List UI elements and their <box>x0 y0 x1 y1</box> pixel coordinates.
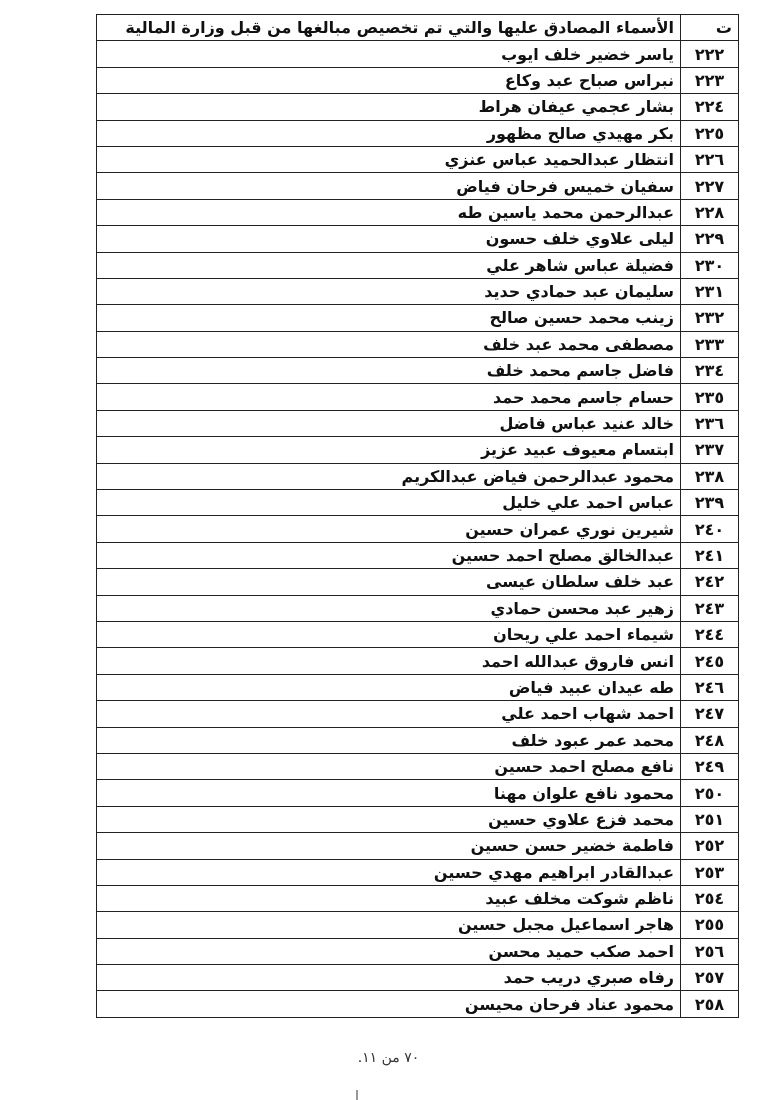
row-name: هاجر اسماعيل مجبل حسين <box>97 912 681 938</box>
row-name: سفيان خميس فرحان فياض <box>97 173 681 199</box>
row-name: نبراس صباح عبد وكاع <box>97 67 681 93</box>
table-row <box>97 621 739 647</box>
table-row <box>97 938 739 964</box>
row-name: محمود عبدالرحمن فياض عبدالكريم <box>97 463 681 489</box>
table-row <box>97 305 739 331</box>
row-number: ٢٢٦ <box>681 146 739 172</box>
table-row <box>97 358 739 384</box>
row-number: ٢٤٨ <box>681 727 739 753</box>
row-number: ٢٤٠ <box>681 516 739 542</box>
row-number: ٢٤٢ <box>681 569 739 595</box>
row-name: ابتسام معيوف عبيد عزيز <box>97 437 681 463</box>
row-name: عبد خلف سلطان عيسى <box>97 569 681 595</box>
table-row <box>97 463 739 489</box>
row-name: فاطمة خضير حسن حسين <box>97 833 681 859</box>
table-row <box>97 542 739 568</box>
row-number: ٢٥٥ <box>681 912 739 938</box>
row-name: عبدالقادر ابراهيم مهدي حسين <box>97 859 681 885</box>
row-name: حسام جاسم محمد حمد <box>97 384 681 410</box>
row-name: طه عيدان عبيد فياض <box>97 674 681 700</box>
names-sheet <box>96 14 739 1018</box>
row-name: احمد صكب حميد محسن <box>97 938 681 964</box>
row-number: ٢٥٧ <box>681 965 739 991</box>
row-name: بشار عجمي عيفان هراط <box>97 94 681 120</box>
table-row <box>97 833 739 859</box>
row-name: عباس احمد علي خليل <box>97 490 681 516</box>
row-name: محمود عناد فرحان محيسن <box>97 991 681 1017</box>
row-name: ناظم شوكت مخلف عبيد <box>97 885 681 911</box>
table-row <box>97 331 739 357</box>
table-row <box>97 965 739 991</box>
row-number: ٢٤٧ <box>681 701 739 727</box>
row-name: نافع مصلح احمد حسين <box>97 753 681 779</box>
row-number: ٢٥٨ <box>681 991 739 1017</box>
row-name: خالد عنيد عباس فاضل <box>97 410 681 436</box>
row-number: ٢٥٦ <box>681 938 739 964</box>
row-number: ٢٣٥ <box>681 384 739 410</box>
row-number: ٢٤٦ <box>681 674 739 700</box>
row-number: ٢٣٤ <box>681 358 739 384</box>
table-row <box>97 490 739 516</box>
header-title: الأسماء المصادق عليها والتي تم تخصيص مبالغها من قبل وزارة المالية <box>97 15 681 41</box>
row-number: ٢٢٩ <box>681 226 739 252</box>
header-number: ت <box>681 15 739 41</box>
page-number: ٧٠ من ١١. <box>357 1050 420 1066</box>
row-name: شيرين نوري عمران حسين <box>97 516 681 542</box>
row-number: ٢٣١ <box>681 278 739 304</box>
table-row <box>97 384 739 410</box>
table-row <box>97 173 739 199</box>
row-name: فاضل جاسم محمد خلف <box>97 358 681 384</box>
table-row <box>97 991 739 1017</box>
row-number: ٢٤١ <box>681 542 739 568</box>
row-number: ٢٢٨ <box>681 199 739 225</box>
row-number: ٢٤٤ <box>681 621 739 647</box>
row-number: ٢٢٣ <box>681 67 739 93</box>
row-name: انتظار عبدالحميد عباس عنزي <box>97 146 681 172</box>
row-number: ٢٣٦ <box>681 410 739 436</box>
table-row <box>97 252 739 278</box>
row-name: محمود نافع علوان مهنا <box>97 780 681 806</box>
row-number: ٢٢٧ <box>681 173 739 199</box>
row-name: مصطفى محمد عبد خلف <box>97 331 681 357</box>
row-name: رفاه صبري دريب حمد <box>97 965 681 991</box>
row-name: عبدالخالق مصلح احمد حسين <box>97 542 681 568</box>
row-number: ٢٢٢ <box>681 41 739 67</box>
table-row <box>97 120 739 146</box>
table-row <box>97 727 739 753</box>
row-number: ٢٥١ <box>681 806 739 832</box>
table-row <box>97 437 739 463</box>
table-row <box>97 595 739 621</box>
row-number: ٢٥٣ <box>681 859 739 885</box>
row-number: ٢٤٥ <box>681 648 739 674</box>
row-number: ٢٥٤ <box>681 885 739 911</box>
table-row <box>97 199 739 225</box>
table-header-row <box>97 15 739 41</box>
row-name: بكر مهيدي صالح مظهور <box>97 120 681 146</box>
row-name: سليمان عبد حمادي حديد <box>97 278 681 304</box>
row-name: عبدالرحمن محمد ياسين طه <box>97 199 681 225</box>
page-edge-mark <box>356 1090 358 1100</box>
row-number: ٢٣٢ <box>681 305 739 331</box>
row-name: محمد عمر عبود خلف <box>97 727 681 753</box>
row-number: ٢٣٠ <box>681 252 739 278</box>
table-row <box>97 146 739 172</box>
table-row <box>97 94 739 120</box>
table-row <box>97 701 739 727</box>
table-body <box>97 41 739 1017</box>
table-row <box>97 780 739 806</box>
row-name: زينب محمد حسين صالح <box>97 305 681 331</box>
table-row <box>97 859 739 885</box>
table-row <box>97 41 739 67</box>
table-row <box>97 753 739 779</box>
row-number: ٢٢٥ <box>681 120 739 146</box>
table-row <box>97 648 739 674</box>
row-number: ٢٤٣ <box>681 595 739 621</box>
row-name: احمد شهاب احمد علي <box>97 701 681 727</box>
row-number: ٢٥٢ <box>681 833 739 859</box>
table-row <box>97 410 739 436</box>
row-name: شيماء احمد علي ريحان <box>97 621 681 647</box>
table-row <box>97 67 739 93</box>
table-row <box>97 226 739 252</box>
table-row <box>97 674 739 700</box>
row-number: ٢٣٨ <box>681 463 739 489</box>
row-name: ياسر خضير خلف ايوب <box>97 41 681 67</box>
row-number: ٢٤٩ <box>681 753 739 779</box>
row-number: ٢٣٩ <box>681 490 739 516</box>
row-number: ٢٢٤ <box>681 94 739 120</box>
table-row <box>97 278 739 304</box>
row-number: ٢٣٧ <box>681 437 739 463</box>
table-row <box>97 885 739 911</box>
table-row <box>97 806 739 832</box>
table-row <box>97 516 739 542</box>
row-name: انس فاروق عبدالله احمد <box>97 648 681 674</box>
row-name: ليلى علاوي خلف حسون <box>97 226 681 252</box>
row-name: فضيلة عباس شاهر علي <box>97 252 681 278</box>
row-number: ٢٣٣ <box>681 331 739 357</box>
approved-names-table <box>96 14 739 1018</box>
table-row <box>97 569 739 595</box>
table-row <box>97 912 739 938</box>
row-number: ٢٥٠ <box>681 780 739 806</box>
row-name: زهير عبد محسن حمادي <box>97 595 681 621</box>
row-name: محمد فزع علاوي حسين <box>97 806 681 832</box>
